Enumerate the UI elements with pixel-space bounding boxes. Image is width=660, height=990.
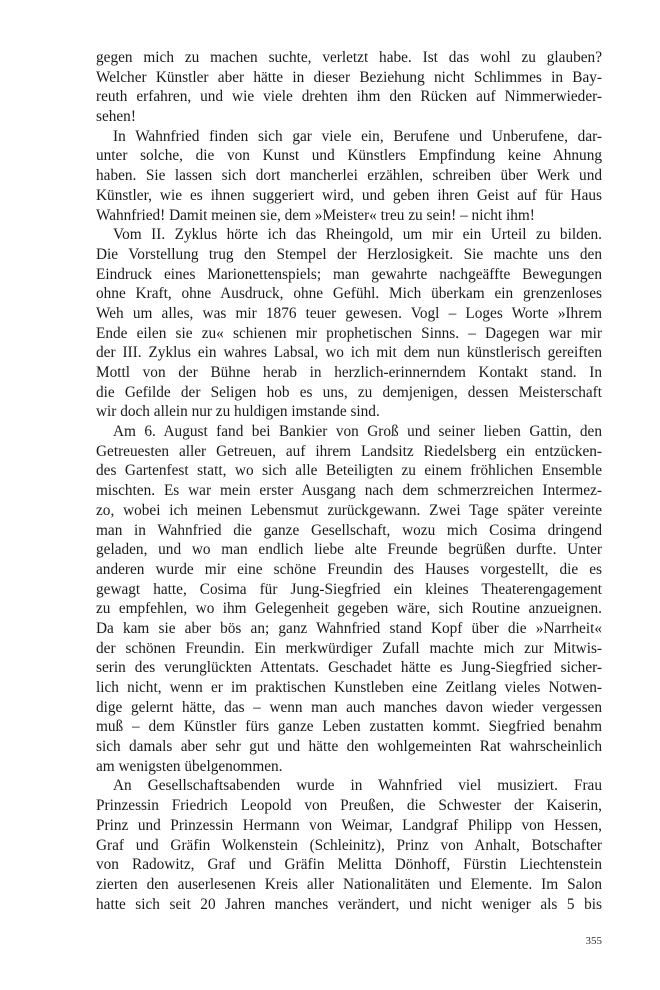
text-line: reuth erfahren, und wie viele drehten ihm den Rücken auf Nimmerwieder- — [96, 88, 602, 106]
text-line: An Gesellschaftsabenden wurde in Wahnfried viel musiziert. Frau — [113, 777, 602, 795]
text-line: zo, wobei ich meinen Lebensmut zurückgewann. Zwei Tage später vereinte — [96, 501, 602, 519]
text-line: wir doch allein nur zu huldigen imstande sind. — [96, 403, 380, 421]
text-line: man in Wahnfried die ganze Gesellschaft, wozu mich Cosima dringend — [96, 521, 602, 539]
text-line: Prinz und Prinzessin Hermann von Weimar, Landgraf Philipp von Hessen, — [96, 816, 602, 834]
text-line: Am 6. August fand bei Bankier von Groß und seiner lieben Gattin, den — [113, 423, 602, 441]
page-number: 355 — [585, 935, 602, 947]
text-line: Wahnfried! Damit meinen sie, dem »Meister« treu zu sein! – nicht ihm! — [96, 206, 535, 224]
text-line: In Wahnfried finden sich gar viele ein, Berufene und Unberufene, dar- — [113, 127, 602, 145]
text-line: mischten. Es war mein erster Ausgang nach dem schmerzreichen Intermez- — [96, 482, 602, 500]
text-line: dige gelernt hätte, das – wenn man auch manches davon wieder vergessen — [96, 698, 602, 716]
text-line: Getreuesten aller Getreuen, auf ihrem Landsitz Riedelsberg ein entzücken- — [96, 442, 602, 460]
text-line: sich damals aber sehr gut und hätte den wohlgemeinten Rat wahrscheinlich — [96, 738, 602, 756]
text-line: zu empfehlen, wo ihm Gelegenheit gegeben wäre, sich Routine anzueignen. — [96, 600, 602, 618]
text-line: sehen! — [96, 108, 136, 126]
text-line: die Gefilde der Seligen hob es uns, zu demjenigen, dessen Meisterschaft — [96, 383, 602, 401]
text-line: haben. Sie lassen sich dort mancherlei erzählen, schreiben über Werk und — [96, 167, 602, 185]
text-line: ohne Kraft, ohne Ausdruck, ohne Gefühl. Mich überkam ein grenzenloses — [96, 285, 602, 303]
text-line: zierten den auserlesenen Kreis aller Nationalitäten und Elemente. Im Salon — [96, 875, 602, 893]
text-line: muß – dem Künstler fürs ganze Leben zustatten kommt. Siegfried benahm — [96, 718, 602, 736]
text-line: Da kam sie aber bös an; ganz Wahnfried stand Kopf über die »Narrheit« — [96, 619, 602, 637]
text-line: des Gartenfest statt, wo sich alle Beteiligten zu einem fröhlichen Ensemble — [96, 462, 602, 480]
text-line: der III. Zyklus ein wahres Labsal, wo ich mit dem nun künstlerisch gereiften — [96, 344, 602, 362]
text-line: der schönen Freundin. Ein merkwürdiger Zufall machte mich zur Mitwis- — [96, 639, 602, 657]
text-line: gegen mich zu machen suchte, verletzt habe. Ist das wohl zu glauben? — [96, 49, 602, 66]
text-line: hatte sich seit 20 Jahren manches verändert, und nicht weniger als 5 bis — [96, 895, 602, 913]
text-line: lich nicht, wenn er im praktischen Kunstleben eine Zeitlang vieles Notwen- — [96, 679, 602, 696]
text-line: von Radowitz, Graf und Gräfin Melitta Dönhoff, Fürstin Liechtenstein — [96, 856, 602, 874]
text-line: anderen wurde mir eine schöne Freundin des Hauses vorgestellt, die es — [96, 560, 602, 578]
text-line: geladen, und wo man endlich liebe alte Freunde begrüßen durfte. Unter — [96, 541, 602, 559]
text-line: Vom II. Zyklus hörte ich das Rheingold, um mir ein Urteil zu bilden. — [113, 226, 602, 244]
text-line: Welcher Künstler aber hätte in dieser Beziehung nicht Schlimmes in Bay- — [96, 68, 602, 86]
text-line: am wenigsten übelgenommen. — [96, 757, 283, 775]
body-text — [96, 48, 602, 914]
text-line: serin des verunglückten Attentats. Geschadet hätte es Jung-Siegfried sicher- — [96, 659, 602, 677]
text-line: Weh um alles, was mir 1876 teuer gewesen. Vogl – Loges Worte »Ihrem — [96, 304, 602, 322]
text-line: gewagt hatte, Cosima für Jung-Siegfried ein kleines Theaterengagement — [96, 580, 602, 598]
text-line: Graf und Gräfin Wolkenstein (Schleinitz), Prinz von Anhalt, Botschafter — [96, 836, 602, 854]
text-line: Ende eilen sie zu« schienen mir prophetischen Sinns. – Dagegen war mir — [96, 324, 602, 342]
text-line: Mottl von der Bühne herab in herzlich-erinnerndem Kontakt stand. In — [96, 364, 602, 381]
text-line: Prinzessin Friedrich Leopold von Preußen, die Schwester der Kaiserin, — [96, 797, 602, 815]
text-line: Die Vorstellung trug den Stempel der Herzlosigkeit. Sie machte uns den — [96, 245, 602, 263]
text-line: Eindruck eines Marionettenspiels; man gewahrte nachgeäffte Bewegungen — [96, 265, 602, 283]
text-line: Künstler, wie es ihnen suggeriert wird, und geben ihren Geist auf für Haus — [96, 186, 602, 204]
text-line: unter solche, die von Kunst und Künstlers Empfindung keine Ahnung — [96, 147, 602, 165]
